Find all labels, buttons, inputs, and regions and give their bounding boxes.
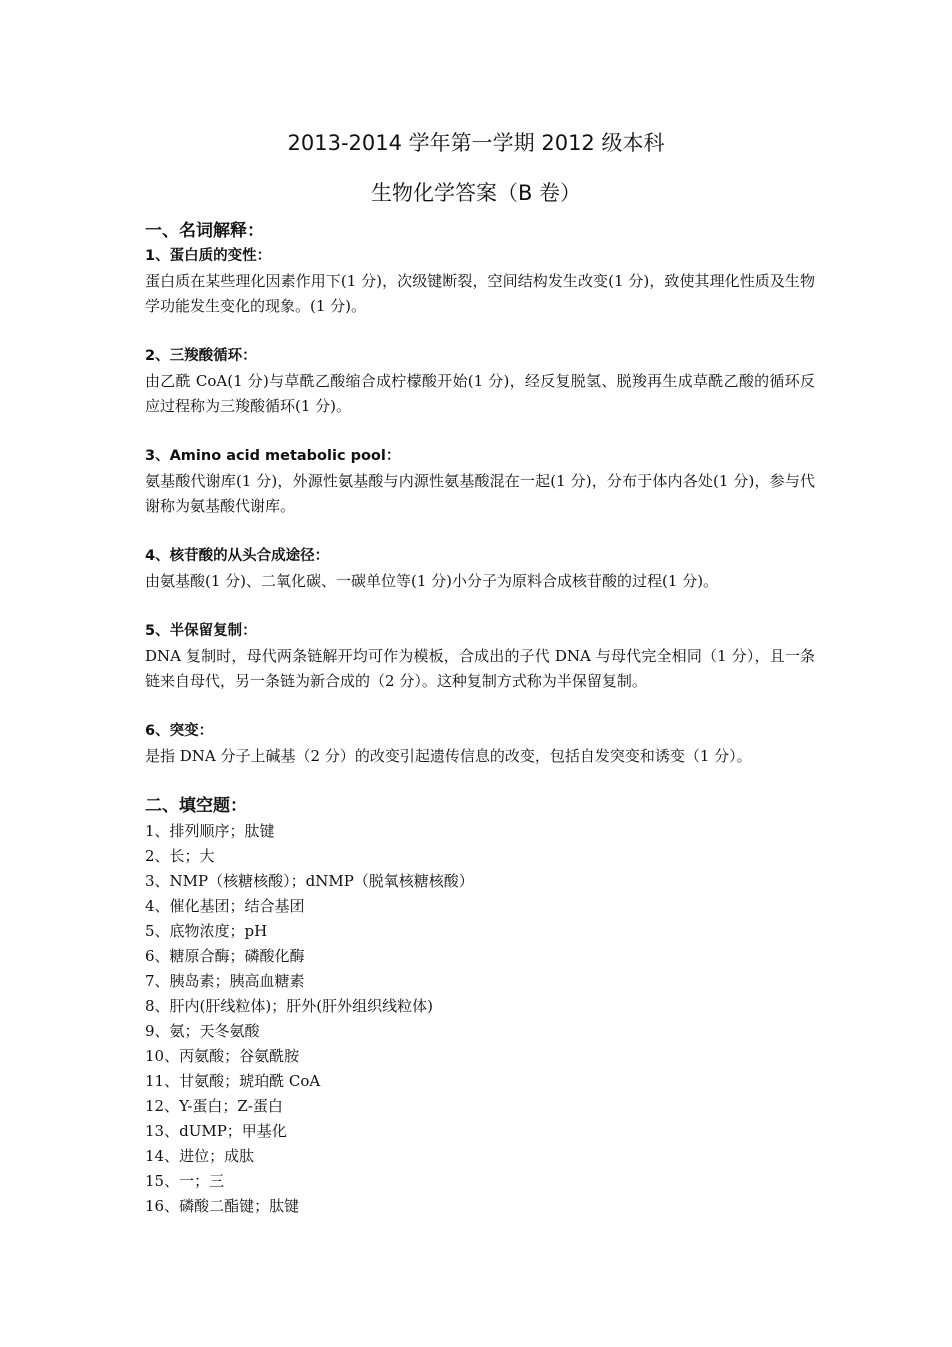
list-item: 4、催化基团；结合基团 [145, 897, 305, 915]
list-item: 14、进位；成肽 [145, 1147, 255, 1165]
list-item: 3、NMP（核糖核酸）；dNMP（脱氧核糖核酸） [145, 872, 474, 890]
term-body: 是指 DNA 分子上碱基（2 分）的改变引起遗传信息的改变，包括自发突变和诱变（1 分）。 [145, 747, 752, 765]
section-heading-fill-in: 二、填空题： [145, 796, 247, 816]
list-item: 10、丙氨酸；谷氨酰胺 [145, 1047, 300, 1065]
list-item: 13、dUMP；甲基化 [145, 1122, 287, 1140]
spacer [145, 519, 815, 544]
term-title: 6、突变： [145, 723, 214, 739]
spacer [145, 594, 815, 619]
term-title: 1、蛋白质的变性： [145, 248, 272, 264]
term-4 [145, 544, 815, 594]
term-3 [145, 444, 815, 519]
document-body [145, 219, 815, 1219]
list-item: 12、Y-蛋白；Z-蛋白 [145, 1097, 283, 1115]
spacer [145, 419, 815, 444]
term-2 [145, 344, 815, 419]
spacer [145, 319, 815, 344]
document-subtitle: 生物化学答案（B 卷） [370, 181, 582, 205]
list-item: 11、甘氨酸；琥珀酰 CoA [145, 1072, 321, 1090]
term-body: DNA 复制时，母代两条链解开均可作为模板，合成出的子代 DNA 与母代完全相同（1 分），且一条链来自母代，另一条链为新合成的（2 分）。这种复制方式称为半保留复制。 [145, 647, 815, 690]
list-item: 6、糖原合酶；磷酸化酶 [145, 947, 305, 965]
list-item: 16、磷酸二酯键；肽键 [145, 1197, 300, 1215]
list-item: 1、排列顺序；肽键 [145, 822, 275, 840]
term-body: 蛋白质在某些理化因素作用下(1 分)，次级键断裂，空间结构发生改变(1 分)，致使其理化性质及生物学功能发生变化的现象。(1 分)。 [145, 272, 815, 315]
term-title: 2、三羧酸循环： [145, 348, 257, 364]
term-6 [145, 719, 815, 769]
list-item: 2、长；大 [145, 847, 215, 865]
answer-list [145, 819, 815, 1219]
spacer [145, 694, 815, 719]
term-title: 4、核苷酸的从头合成途径： [145, 548, 330, 564]
spacer [145, 769, 815, 794]
term-title: 5、半保留复制： [145, 623, 257, 639]
list-item: 9、氨；天冬氨酸 [145, 1022, 260, 1040]
list-item: 8、肝内(肝线粒体)；肝外(肝外组织线粒体) [145, 997, 433, 1015]
term-body: 氨基酸代谢库(1 分)，外源性氨基酸与内源性氨基酸混在一起(1 分)，分布于体内各处(1 分)，参与代谢称为氨基酸代谢库。 [145, 472, 815, 515]
term-body: 由氨基酸(1 分)、二氧化碳、一碳单位等(1 分)小分子为原料合成核苷酸的过程(1 分)。 [145, 572, 719, 590]
term-5 [145, 619, 815, 694]
document-title: 2013-2014 学年第一学期 2012 级本科 [287, 131, 665, 155]
section-heading-definitions: 一、名词解释： [145, 221, 264, 241]
list-item: 7、胰岛素；胰高血糖素 [145, 972, 305, 990]
term-1 [145, 244, 815, 319]
term-body: 由乙酰 CoA(1 分)与草酰乙酸缩合成柠檬酸开始(1 分)，经反复脱氢、脱羧再生成草酰乙酸的循环反应过程称为三羧酸循环(1 分)。 [145, 372, 815, 415]
term-title: 3、Amino acid metabolic pool： [145, 448, 401, 464]
list-item: 5、底物浓度；pH [145, 922, 268, 940]
list-item: 15、一；三 [145, 1172, 225, 1190]
